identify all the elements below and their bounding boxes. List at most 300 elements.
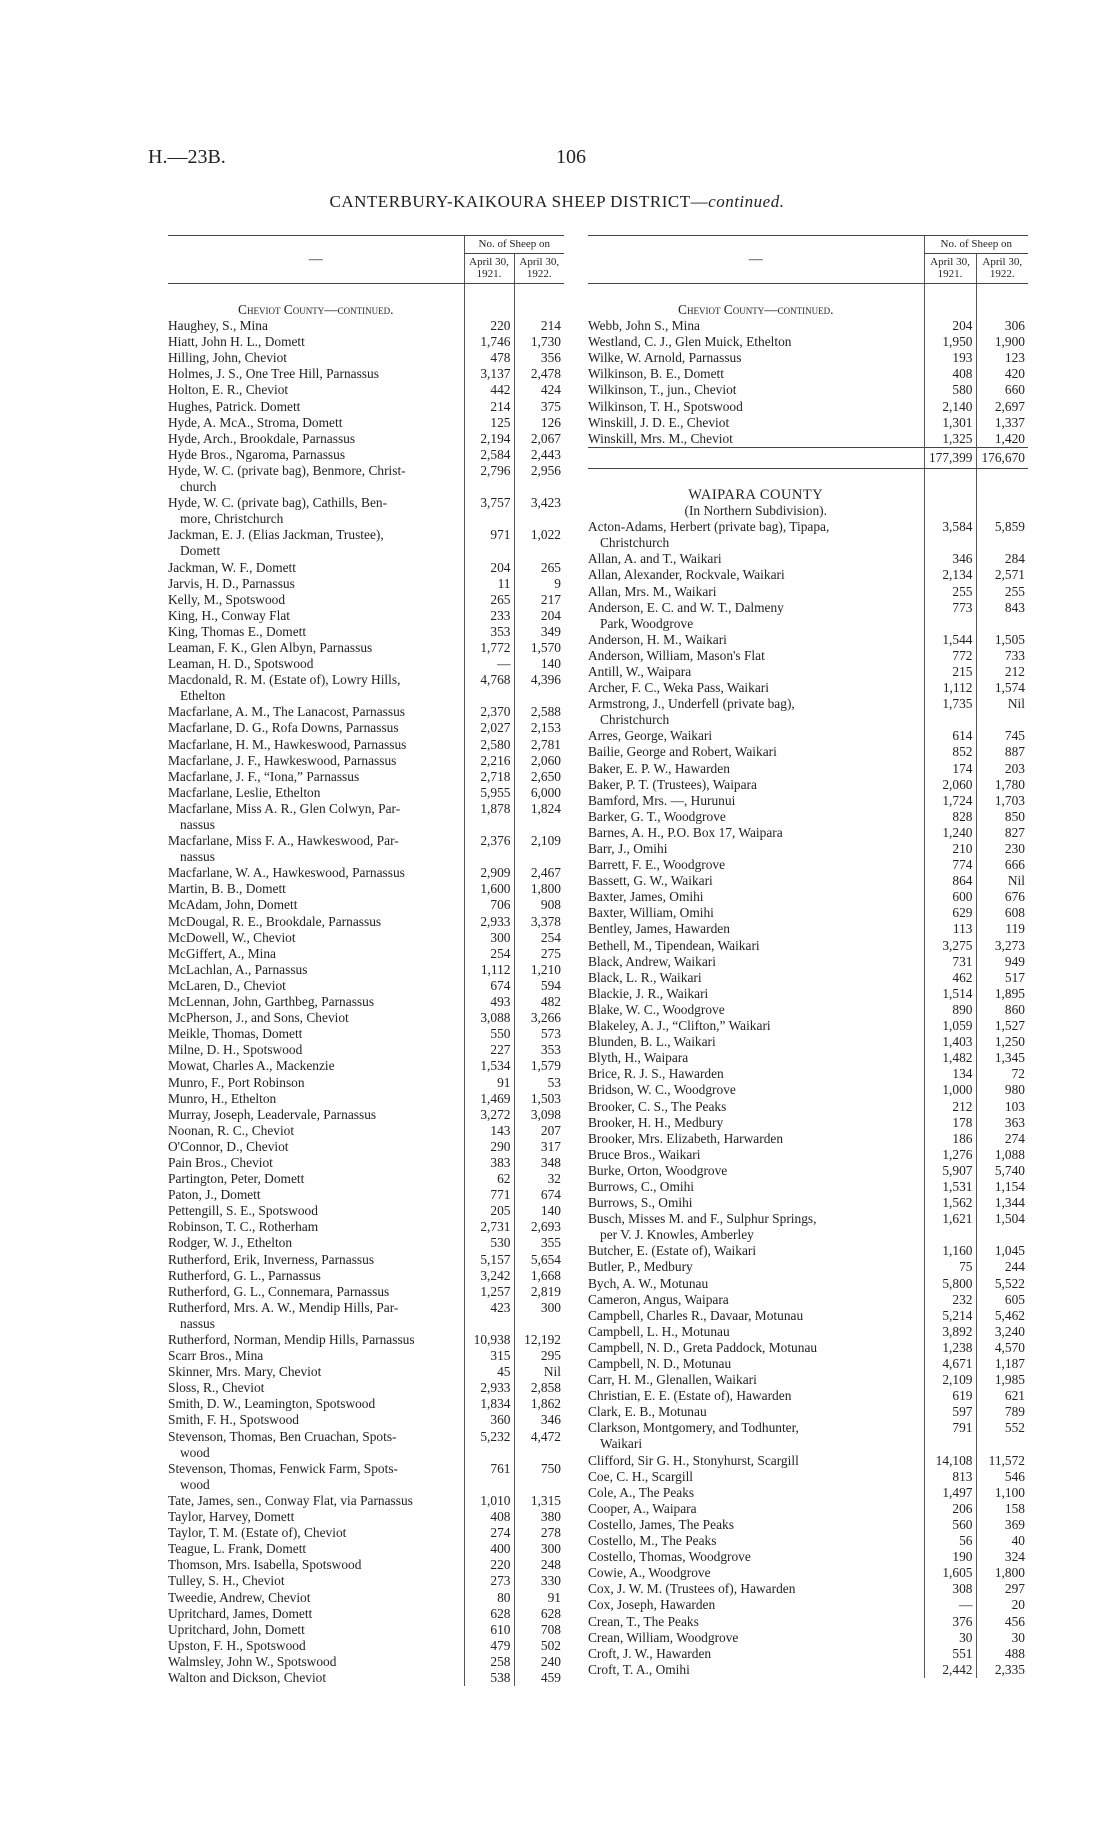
left-body	[168, 284, 564, 1687]
owner-name: Costello, Thomas, Woodgrove	[588, 1549, 751, 1565]
left-sheep-1921: 2,584	[464, 447, 514, 463]
waipara-row	[588, 1340, 1028, 1356]
waipara-sheep-1922: 843	[976, 600, 1028, 632]
left-row	[168, 576, 564, 592]
owner-name: Tulley, S. H., Cheviot	[168, 1573, 285, 1589]
waipara-sheep-1922: 103	[976, 1099, 1028, 1115]
owner-name: Milne, D. H., Spotswood	[168, 1042, 303, 1058]
right-section-heading	[588, 302, 1028, 318]
waipara-owner	[588, 1388, 924, 1404]
left-sheep-1921: 1,878	[464, 801, 514, 833]
left-sheep-1922: 2,067	[514, 431, 564, 447]
left-owner	[168, 1364, 464, 1380]
owner-name: Bailie, George and Robert, Waikari	[588, 744, 777, 760]
owner-name: Burrows, C., Omihi	[588, 1178, 695, 1194]
waipara-sheep-1921: 828	[924, 809, 976, 825]
waipara-sheep-1922: 1,574	[976, 680, 1028, 696]
waipara-owner	[588, 1099, 924, 1115]
left-sheep-1921: 1,257	[464, 1284, 514, 1300]
left-owner	[168, 833, 464, 865]
owner-name: Croft, J. W., Hawarden	[588, 1645, 712, 1661]
owner-name: Anderson, William, Mason's Flat	[588, 647, 765, 663]
right-sheep-1921: 193	[924, 350, 976, 366]
waipara-row	[588, 1597, 1028, 1613]
owner-name-continued: Ethelton	[180, 688, 226, 704]
waipara-row	[588, 632, 1028, 648]
waipara-sheep-1921: 14,108	[924, 1453, 976, 1469]
left-sheep-1922: 424	[514, 382, 564, 398]
left-sheep-1922: 4,472	[514, 1429, 564, 1461]
owner-name: Taylor, Harvey, Domett	[168, 1509, 295, 1525]
waipara-sheep-1921: 560	[924, 1517, 976, 1533]
left-sheep-1921: 761	[464, 1461, 514, 1493]
owner-name: Pain Bros., Cheviot	[168, 1154, 273, 1170]
waipara-sheep-1921: 1,000	[924, 1082, 976, 1098]
left-row	[168, 720, 564, 736]
left-owner	[168, 1573, 464, 1589]
waipara-row	[588, 1630, 1028, 1646]
left-owner	[168, 1139, 464, 1155]
waipara-sheep-1922: 827	[976, 825, 1028, 841]
waipara-sheep-1922: 745	[976, 728, 1028, 744]
owner-name: Holmes, J. S., One Tree Hill, Parnassus	[168, 366, 379, 382]
left-row	[168, 833, 564, 865]
owner-name: Hyde, W. C. (private bag), Cathills, Ben-	[168, 495, 388, 511]
waipara-owner	[588, 857, 924, 873]
waipara-sheep-1922: 517	[976, 970, 1028, 986]
left-sheep-1922: 1,570	[514, 640, 564, 656]
left-sheep-1921: 265	[464, 592, 514, 608]
left-sheep-1922: 265	[514, 560, 564, 576]
right-sheep-1921: 1,301	[924, 415, 976, 431]
waipara-owner	[588, 1292, 924, 1308]
cheviot-total-row	[588, 447, 1028, 468]
left-owner	[168, 1590, 464, 1606]
left-sheep-1922: 2,588	[514, 704, 564, 720]
waipara-sheep-1921: 75	[924, 1259, 976, 1275]
right-year-1921: April 30, 1921.	[924, 254, 976, 284]
left-row	[168, 897, 564, 913]
waipara-row	[588, 1050, 1028, 1066]
waipara-owner	[588, 1034, 924, 1050]
left-owner	[168, 527, 464, 559]
left-sheep-1922: 1,315	[514, 1493, 564, 1509]
waipara-row	[588, 1276, 1028, 1292]
left-row	[168, 1493, 564, 1509]
waipara-sheep-1922: 850	[976, 809, 1028, 825]
waipara-row	[588, 1099, 1028, 1115]
left-sheep-1921: 204	[464, 560, 514, 576]
left-owner	[168, 1509, 464, 1525]
owner-name: King, Thomas E., Domett	[168, 623, 307, 639]
waipara-owner	[588, 1581, 924, 1597]
left-row	[168, 366, 564, 382]
waipara-sheep-1921: 308	[924, 1581, 976, 1597]
left-owner	[168, 382, 464, 398]
owner-name: Rutherford, Norman, Mendip Hills, Parnassus	[168, 1332, 415, 1347]
left-owner	[168, 1155, 464, 1171]
waipara-owner	[588, 664, 924, 680]
left-section-label: Cheviot County—continued.	[238, 302, 394, 317]
left-row	[168, 1332, 564, 1348]
left-row	[168, 1380, 564, 1396]
waipara-sheep-1922: 5,740	[976, 1163, 1028, 1179]
owner-name: Wilkinson, T., jun., Cheviot	[588, 382, 737, 398]
waipara-row	[588, 1147, 1028, 1163]
waipara-sheep-1922: 1,100	[976, 1485, 1028, 1501]
waipara-sheep-1922: 1,985	[976, 1372, 1028, 1388]
left-sheep-1922: 3,423	[514, 495, 564, 527]
owner-name: Leaman, H. D., Spotswood	[168, 656, 314, 672]
left-sheep-1922: 295	[514, 1348, 564, 1364]
waipara-sheep-1921: 4,671	[924, 1356, 976, 1372]
owner-name: Costello, M., The Peaks	[588, 1533, 717, 1549]
left-sheep-1922: 708	[514, 1622, 564, 1638]
left-sheep-1922: 207	[514, 1123, 564, 1139]
left-row	[168, 1203, 564, 1219]
left-owner	[168, 560, 464, 576]
waipara-owner	[588, 584, 924, 600]
waipara-owner	[588, 1356, 924, 1372]
owner-name: Jackman, W. F., Domett	[168, 559, 296, 575]
owner-name: Thomson, Mrs. Isabella, Spotswood	[168, 1557, 362, 1573]
left-sheep-1922: 9	[514, 576, 564, 592]
waipara-sheep-1922: 203	[976, 761, 1028, 777]
right-sheep-1922: 1,420	[976, 431, 1028, 448]
left-sheep-1922: 248	[514, 1557, 564, 1573]
left-row	[168, 1187, 564, 1203]
owner-name: Bassett, G. W., Waikari	[588, 873, 713, 889]
waipara-owner	[588, 1340, 924, 1356]
waipara-owner	[588, 1050, 924, 1066]
left-sheep-1922: 32	[514, 1171, 564, 1187]
left-owner	[168, 1075, 464, 1091]
owner-name: Munro, F., Port Robinson	[168, 1074, 305, 1090]
waipara-sheep-1922: 30	[976, 1630, 1028, 1646]
left-sheep-1922: 217	[514, 592, 564, 608]
left-name-header: —	[168, 236, 464, 284]
owner-name-continued: nassus	[180, 849, 215, 865]
waipara-sheep-1922: 40	[976, 1533, 1028, 1549]
left-row	[168, 881, 564, 897]
owner-name: Smith, D. W., Leamington, Spotswood	[168, 1396, 376, 1412]
waipara-sheep-1921: 1,112	[924, 680, 976, 696]
owner-name: Paton, J., Domett	[168, 1187, 261, 1203]
left-owner	[168, 431, 464, 447]
left-row	[168, 1638, 564, 1654]
owner-name: Macdonald, R. M. (Estate of), Lowry Hills,	[168, 672, 401, 688]
owner-name: Campbell, Charles R., Davaar, Motunau	[588, 1307, 804, 1323]
left-sheep-1922: 240	[514, 1654, 564, 1670]
right-owner	[588, 431, 924, 448]
left-row	[168, 415, 564, 431]
left-sheep-1921: 1,112	[464, 962, 514, 978]
owner-name: Bridson, W. C., Woodgrove	[588, 1082, 736, 1098]
owner-name: Upritchard, John, Domett	[168, 1621, 305, 1637]
owner-name-continued: Domett	[180, 543, 221, 559]
left-row	[168, 1252, 564, 1268]
owner-name: Rutherford, Erik, Inverness, Parnassus	[168, 1251, 375, 1267]
left-sheep-1922: 2,443	[514, 447, 564, 463]
waipara-sheep-1922: 1,780	[976, 777, 1028, 793]
waipara-owner	[588, 841, 924, 857]
waipara-row	[588, 777, 1028, 793]
waipara-sheep-1922: 363	[976, 1115, 1028, 1131]
owner-name-continued: wood	[180, 1476, 210, 1492]
waipara-sheep-1921: 1,403	[924, 1034, 976, 1050]
left-sheep-1922: 674	[514, 1187, 564, 1203]
left-sheep-1922: 2,109	[514, 833, 564, 865]
owner-name: Macfarlane, H. M., Hawkeswood, Parnassus	[168, 736, 407, 752]
waipara-owner	[588, 1404, 924, 1420]
left-row	[168, 1091, 564, 1107]
waipara-owner	[588, 986, 924, 1002]
left-sheep-1922: 4,396	[514, 672, 564, 704]
left-sheep-1921: 493	[464, 994, 514, 1010]
left-row	[168, 978, 564, 994]
left-owner	[168, 1670, 464, 1686]
left-owner	[168, 1058, 464, 1074]
owner-name: Blackie, J. R., Waikari	[588, 985, 709, 1001]
left-sheep-1922: 6,000	[514, 785, 564, 801]
left-owner	[168, 914, 464, 930]
left-sheep-1922: 375	[514, 399, 564, 415]
left-owner	[168, 1203, 464, 1219]
right-row	[588, 382, 1028, 398]
owner-name-continued: wood	[180, 1444, 210, 1460]
owner-name: Winskill, Mrs. M., Cheviot	[588, 430, 733, 446]
waipara-sheep-1922: 605	[976, 1292, 1028, 1308]
waipara-sheep-1921: 212	[924, 1099, 976, 1115]
left-sheep-1922: 353	[514, 1042, 564, 1058]
owner-name: Noonan, R. C., Cheviot	[168, 1122, 295, 1138]
waipara-row	[588, 1581, 1028, 1597]
left-sheep-1922: 482	[514, 994, 564, 1010]
right-name-header: —	[588, 236, 924, 284]
waipara-row	[588, 1002, 1028, 1018]
owner-name: Crean, T., The Peaks	[588, 1613, 699, 1629]
waipara-county-heading: WAIPARA COUNTY	[688, 486, 824, 503]
right-sheep-1921: 1,950	[924, 334, 976, 350]
left-row	[168, 608, 564, 624]
waipara-owner	[588, 1211, 924, 1243]
right-sheep-1922: 1,900	[976, 334, 1028, 350]
left-row	[168, 1429, 564, 1461]
left-sheep-1921: 2,580	[464, 737, 514, 753]
waipara-sheep-1922: 546	[976, 1469, 1028, 1485]
owner-name: Kelly, M., Spotswood	[168, 591, 286, 607]
left-row	[168, 1107, 564, 1123]
owner-name: Robinson, T. C., Rotherham	[168, 1219, 319, 1235]
left-column	[168, 235, 564, 1686]
owner-name: Winskill, J. D. E., Cheviot	[588, 414, 730, 430]
left-sheep-1921: 205	[464, 1203, 514, 1219]
left-owner	[168, 753, 464, 769]
left-owner	[168, 334, 464, 350]
waipara-row	[588, 680, 1028, 696]
owner-name: Hiatt, John H. L., Domett	[168, 334, 305, 350]
owner-name: Wilke, W. Arnold, Parnassus	[588, 350, 742, 366]
left-row	[168, 1235, 564, 1251]
left-row	[168, 962, 564, 978]
left-sheep-1921: 258	[464, 1654, 514, 1670]
waipara-sheep-1922: 3,240	[976, 1324, 1028, 1340]
left-owner	[168, 1123, 464, 1139]
left-owner	[168, 1171, 464, 1187]
waipara-owner	[588, 1565, 924, 1581]
left-owner	[168, 801, 464, 833]
left-sheep-1921: 80	[464, 1590, 514, 1606]
waipara-sheep-1922: 1,088	[976, 1147, 1028, 1163]
waipara-owner	[588, 567, 924, 583]
owner-name-continued: per V. J. Knowles, Amberley	[600, 1227, 754, 1243]
owner-name: Bruce Bros., Waikari	[588, 1146, 701, 1162]
waipara-sheep-1921: 1,240	[924, 825, 976, 841]
owner-name-continued: Christchurch	[600, 535, 670, 551]
waipara-sheep-1922: 980	[976, 1082, 1028, 1098]
owner-name: Jarvis, H. D., Parnassus	[168, 575, 295, 591]
left-sheep-1921: 91	[464, 1075, 514, 1091]
left-sheep-1921: 353	[464, 624, 514, 640]
waipara-owner	[588, 1646, 924, 1662]
waipara-sheep-1922: 887	[976, 744, 1028, 760]
left-sheep-1922: 356	[514, 350, 564, 366]
owner-name: Allan, A. and T., Waikari	[588, 551, 722, 567]
right-sheep-1921: 1,325	[924, 431, 976, 448]
waipara-sheep-1921: 5,214	[924, 1308, 976, 1324]
waipara-sheep-1921: 178	[924, 1115, 976, 1131]
waipara-owner	[588, 1533, 924, 1549]
waipara-row	[588, 1662, 1028, 1678]
left-sheep-1922: 1,210	[514, 962, 564, 978]
left-sheep-1921: 214	[464, 399, 514, 415]
waipara-sheep-1921: 773	[924, 600, 976, 632]
left-sheep-1922: 355	[514, 1235, 564, 1251]
waipara-sheep-1922: 733	[976, 648, 1028, 664]
waipara-row	[588, 761, 1028, 777]
owner-name: Butcher, E. (Estate of), Waikari	[588, 1243, 757, 1259]
waipara-row	[588, 1485, 1028, 1501]
waipara-sheep-1921: 600	[924, 889, 976, 905]
waipara-sheep-1922: 1,504	[976, 1211, 1028, 1243]
waipara-sheep-1922: 5,462	[976, 1308, 1028, 1324]
left-owner	[168, 350, 464, 366]
waipara-row	[588, 1131, 1028, 1147]
owner-name: Skinner, Mrs. Mary, Cheviot	[168, 1364, 322, 1380]
waipara-sheep-1921: 772	[924, 648, 976, 664]
left-owner	[168, 1219, 464, 1235]
waipara-sheep-1921: 597	[924, 1404, 976, 1420]
left-sheep-1921: 5,955	[464, 785, 514, 801]
left-sheep-1921: 4,768	[464, 672, 514, 704]
owner-name: Murray, Joseph, Leadervale, Parnassus	[168, 1106, 377, 1122]
waipara-row	[588, 1372, 1028, 1388]
waipara-sheep-1922: 1,154	[976, 1179, 1028, 1195]
right-header-row-1	[588, 236, 1028, 254]
waipara-sheep-1922: 72	[976, 1066, 1028, 1082]
left-sheep-1921: 1,746	[464, 334, 514, 350]
left-sheep-1921: 360	[464, 1412, 514, 1428]
left-sheep-1922: 5,654	[514, 1252, 564, 1268]
waipara-row	[588, 600, 1028, 632]
left-row	[168, 1123, 564, 1139]
left-row	[168, 1219, 564, 1235]
left-owner	[168, 1461, 464, 1493]
left-sheep-1921: 3,242	[464, 1268, 514, 1284]
left-sheep-1921: 220	[464, 318, 514, 334]
owner-name: Burke, Orton, Woodgrove	[588, 1162, 728, 1178]
owner-name: Bentley, James, Hawarden	[588, 921, 730, 937]
left-owner	[168, 1525, 464, 1541]
owner-name: Clifford, Sir G. H., Stonyhurst, Scargill	[588, 1452, 799, 1468]
left-sheep-header: No. of Sheep on	[464, 236, 564, 254]
owner-name: Hughes, Patrick. Domett	[168, 398, 301, 414]
left-sheep-1922: 1,579	[514, 1058, 564, 1074]
waipara-owner	[588, 889, 924, 905]
left-owner	[168, 1026, 464, 1042]
waipara-owner	[588, 938, 924, 954]
left-owner	[168, 1235, 464, 1251]
waipara-sheep-1921: 3,275	[924, 938, 976, 954]
left-owner	[168, 1541, 464, 1557]
left-row	[168, 1300, 564, 1332]
left-sheep-1921: 1,534	[464, 1058, 514, 1074]
owner-name: Munro, H., Ethelton	[168, 1090, 277, 1106]
owner-name: Rutherford, G. L., Parnassus	[168, 1267, 321, 1283]
waipara-sheep-1921: 5,907	[924, 1163, 976, 1179]
left-owner	[168, 1557, 464, 1573]
waipara-owner	[588, 728, 924, 744]
waipara-owner	[588, 793, 924, 809]
right-sheep-1922: 660	[976, 382, 1028, 398]
left-sheep-1921: 143	[464, 1123, 514, 1139]
left-sheep-1921: 2,909	[464, 865, 514, 881]
left-owner	[168, 366, 464, 382]
waipara-row	[588, 905, 1028, 921]
waipara-owner	[588, 632, 924, 648]
waipara-sheep-1921: 134	[924, 1066, 976, 1082]
left-sheep-1922: 2,060	[514, 753, 564, 769]
left-owner	[168, 1107, 464, 1123]
left-sheep-1922: 908	[514, 897, 564, 913]
left-owner	[168, 865, 464, 881]
waipara-sheep-1922: 1,345	[976, 1050, 1028, 1066]
left-sheep-1921: 1,834	[464, 1396, 514, 1412]
left-owner	[168, 415, 464, 431]
left-owner	[168, 1396, 464, 1412]
owner-name: Arres, George, Waikari	[588, 728, 713, 744]
left-sheep-1922: 1,824	[514, 801, 564, 833]
right-sheep-1921: 408	[924, 366, 976, 382]
owner-name: Macfarlane, Miss A. R., Glen Colwyn, Par-	[168, 800, 401, 816]
left-row	[168, 656, 564, 672]
waipara-row	[588, 825, 1028, 841]
left-row	[168, 737, 564, 753]
right-row	[588, 318, 1028, 334]
left-owner	[168, 576, 464, 592]
title-main: CANTERBURY-KAIKOURA SHEEP DISTRICT—	[329, 192, 709, 211]
left-owner	[168, 946, 464, 962]
waipara-owner	[588, 1147, 924, 1163]
waipara-sheep-1922: 274	[976, 1131, 1028, 1147]
left-row	[168, 640, 564, 656]
right-year-1922: April 30, 1922.	[976, 254, 1028, 284]
left-sheep-1922: 1,730	[514, 334, 564, 350]
waipara-sheep-1922: 1,344	[976, 1195, 1028, 1211]
waipara-sheep-1921: 210	[924, 841, 976, 857]
waipara-subheading-row	[588, 503, 1028, 519]
waipara-owner	[588, 551, 924, 567]
